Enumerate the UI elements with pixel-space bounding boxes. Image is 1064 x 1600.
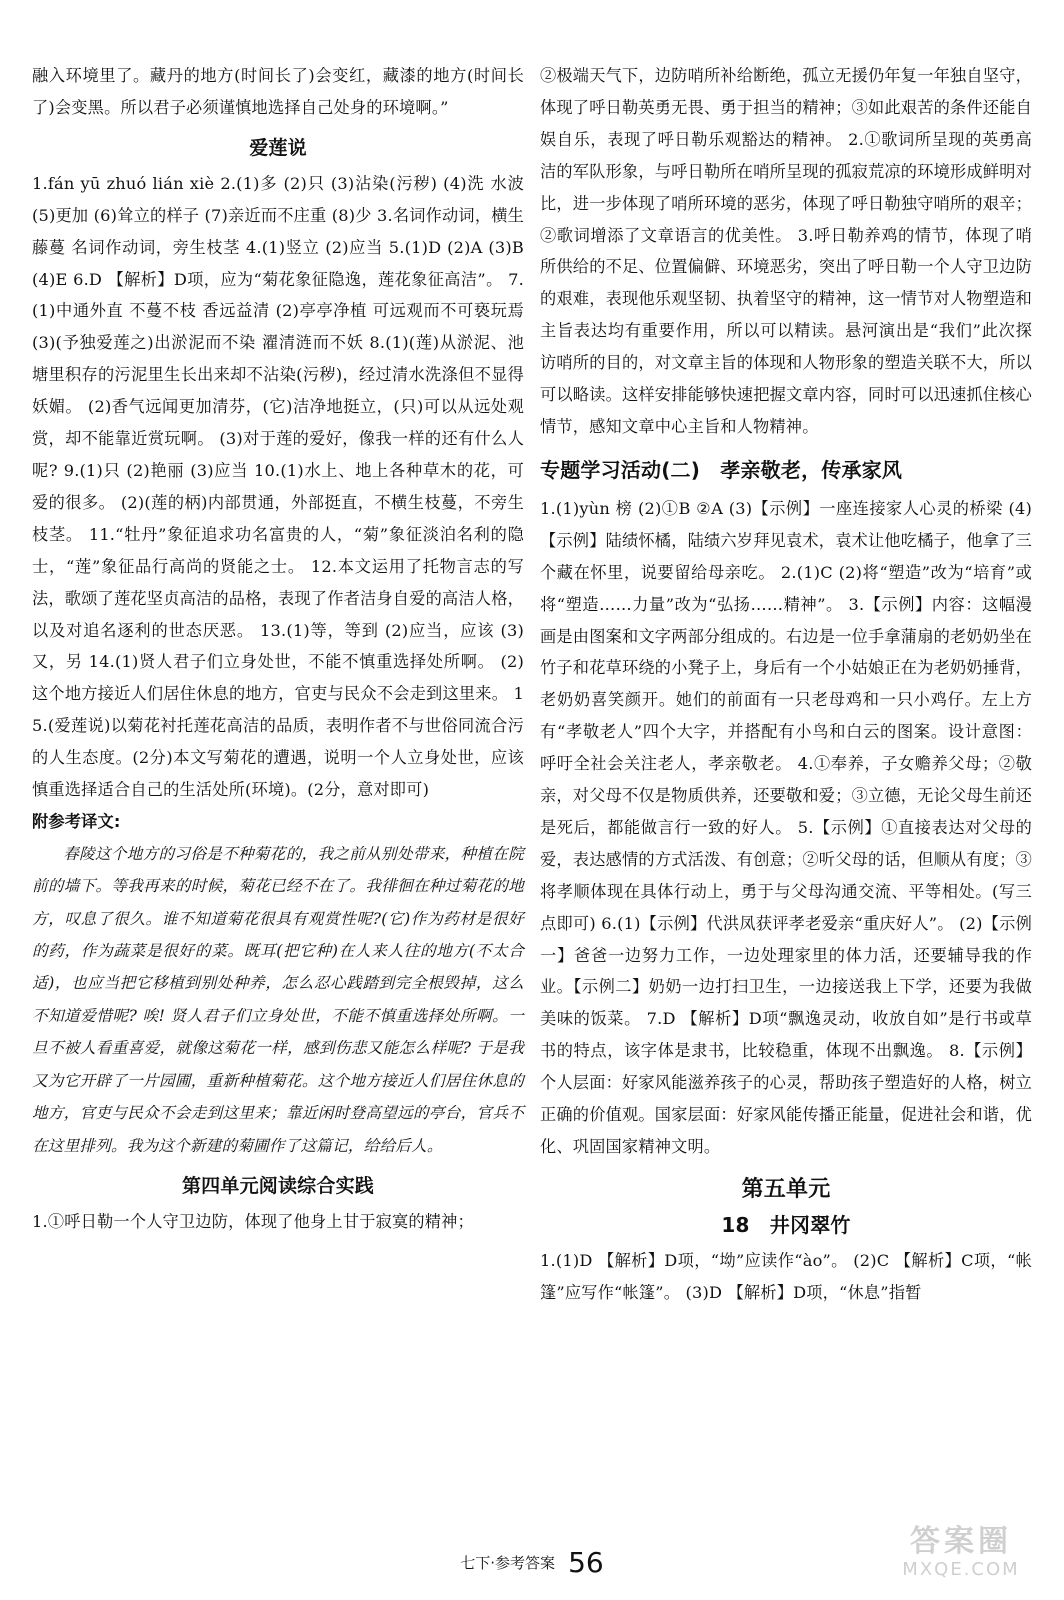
practice-answers-continue: ②极端天气下，边防哨所补给断绝，孤立无援仍年复一年独自坚守，体现了呼日勒英勇无畏、勇于担当的精神；③如此艰苦的条件还能自娱自乐，表现了呼日勒乐观豁达的精神。 2.①歌词所呈现的英勇高洁的军队形象，与呼日勒所在哨所呈现的孤寂荒凉的环境形成鲜明对比，进一步体现了哨所环境的恶劣，体现了呼日勒独守哨所的艰辛；②歌词增添了文章语言的优美性。 3.呼日勒养鸡的情节，体现了哨所供给的不足、位置偏僻、环境恶劣，突出了呼日勒一个人守卫边防的艰难，表现他乐观坚韧、执着坚守的精神，这一情节对人物塑造和主旨表达均有重要作用，所以可以精读。悬河演出是“我们”此次探访哨所的目的，对文章主旨的体现和人物形象的塑造关联不大，所以可以略读。这样安排能够快速把握文章内容，同时可以迅速抓住核心情节，感知文章中心主旨和人物精神。: [540, 66, 1032, 436]
lesson-title: 18 井冈翠竹: [721, 1212, 851, 1237]
watermark-top-text: 答案圈: [910, 1524, 1012, 1559]
section-title-ailian: 爱莲说: [249, 136, 307, 159]
essay-label: 附参考译文:: [32, 811, 121, 831]
unit-title: 第五单元: [741, 1176, 831, 1202]
left-column: [32, 60, 524, 1238]
watermark-bottom-text: MXQE.COM: [902, 1559, 1020, 1580]
practice-answers-start: 1.①呼日勒一个人守卫边防，体现了他身上甘于寂寞的精神；: [32, 1211, 474, 1231]
footer-label: 七下·参考答案: [460, 1554, 556, 1572]
lesson-answers: 1.(1)D 【解析】D项，“坳”应读作“ào”。 (2)C 【解析】C项，“帐篷”应写作“帐篷”。 (3)D 【解析】D项，“休息”指暂: [540, 1250, 1032, 1302]
watermark-logo: [876, 1524, 1046, 1586]
activity-answers: 1.(1)yùn 榜 (2)①B ②A (3)【示例】一座连接家人心灵的桥梁 (4)【示例】陆绩怀橘，陆绩六岁拜见袁术，袁术让他吃橘子，他拿了三个藏在怀里，说要留给母亲吃。 2.(1)C (2)将“塑造”改为“培育”或将“塑造……力量”改为“弘扬……精神”。 3.【示例】内容：这幅漫画是由图案和文字两部分组成的。右边是一位手拿蒲扇的老奶奶坐在竹子和花草环绕的小凳子上，身后有一个小姑娘正在为老奶奶捶背，老奶奶喜笑颜开。她们的前面有一只老母鸡和一只小鸡仔。左上方有“孝敬老人”四个大字，并搭配有小鸟和白云的图案。设计意图：呼吁全社会关注老人，孝亲敬老。 4.①奉养，子女赡养父母；②敬亲，对父母不仅是物质供养，还要敬和爱；③立德，无论父母生前还是死后，都能做言行一致的好人。 5.【示例】①直接表达对父母的爱，表达感情的方式活泼、有创意；②听父母的话，但顺从有度；③将孝顺体现在具体行动上，勇于与父母沟通交流、平等相处。(写三点即可) 6.(1)【示例】代洪凤获评孝老爱亲“重庆好人”。 (2)【示例一】爸爸一边努力工作，一边处理家里的体力活，还要辅导我的作业。【示例二】奶奶一边打扫卫生，一边接送我上下学，还要为我做美味的饭菜。 7.D 【解析】D项“飘逸灵动，收放自如”是行书或草书的特点，该字体是隶书，比较稳重，体现不出飘逸。 8.【示例】个人层面：好家风能滋养孩子的心灵，帮助孩子塑造好的人格，树立正确的价值观。国家层面：好家风能传播正能量，促进社会和谐，优化、巩固国家精神文明。: [540, 498, 1032, 1156]
section-title-practice: 第四单元阅读综合实践: [181, 1174, 374, 1197]
page-number: 56: [568, 1546, 604, 1579]
section-title-activity: 专题学习活动(二) 孝亲敬老，传承家风: [540, 457, 903, 482]
ailian-answers: 1.fán yū zhuó lián xiè 2.(1)多 (2)只 (3)沾染(污秽) (4)洗 水波 (5)更加 (6)耸立的样子 (7)亲近而不庄重 (8)少 3.名词作动词，横生藤蔓 名词作动词，旁生枝茎 4.(1)竖立 (2)应当 5.(1)D (2)A (3)B (4)E 6.D 【解析】D项，应为“菊花象征隐逸，莲花象征高洁”。 7.(1)中通外直 不蔓不枝 香远益清 (2)亭亭净植 可远观而不可亵玩焉 (3)(予独爱莲之)出淤泥而不染 濯清涟而不妖 8.(1)(莲)从淤泥、池塘里积存的污泥里生长出来却不沾染(污秽)，经过清水洗涤但不显得妖媚。 (2)香气远闻更加清芬，(它)洁净地挺立，(只)可以从远处观赏，却不能靠近赏玩啊。 (3)对于莲的爱好，像我一样的还有什么人呢? 9.(1)只 (2)艳丽 (3)应当 10.(1)水上、地上各种草木的花，可爱的很多。 (2)(莲的柄)内部贯通，外部挺直，不横生枝蔓，不旁生枝茎。 11.“牡丹”象征追求功名富贵的人，“菊”象征淡泊名利的隐士，“莲”象征品行高尚的贤能之士。 12.本文运用了托物言志的写法，歌颂了莲花坚贞高洁的品格，表现了作者洁身自爱的高洁人格，以及对追名逐利的世态厌恶。 13.(1)等，等到 (2)应当，应该 (3)又，另 14.(1)贤人君子们立身处世，不能不慎重选择处所啊。 (2)这个地方接近人们居住休息的地方，官吏与民众不会走到这里来。 15.(爱莲说)以菊花衬托莲花高洁的品质，表明作者不与世俗同流合污的人生态度。(2分)本文写菊花的遭遇，说明一个人立身处世，应该慎重选择适合自己的生活处所(环境)。(2分，意对即可): [32, 173, 524, 800]
right-column: [540, 60, 1032, 1309]
intro-paragraph: 融入环境里了。藏丹的地方(时间长了)会变红，藏漆的地方(时间长了)会变黑。所以君子必须谨慎地选择自己处身的环境啊。”: [32, 66, 524, 117]
essay-translation: 春陵这个地方的习俗是不种菊花的，我之前从别处带来，种植在院前的墙下。等我再来的时候，菊花已经不在了。我徘徊在种过菊花的地方，叹息了很久。谁不知道菊花很具有观赏性呢?(它)作为药材是很好的药，作为蔬菜是很好的菜。既耳(把它种)在人来人往的地方(不太合适)，也应当把它移植到别处种养，怎么忍心践踏到完全根毁掉，这么不知道爱惜呢? 唉! 贤人君子们立身处世，不能不慎重选择处所啊。一旦不被人看重喜爱，就像这菊花一样，感到伤悲又能怎么样呢? 于是我又为它开辟了一片园圃，重新种植菊花。这个地方接近人们居住休息的地方，官吏与民众不会走到这里来；靠近闲时登高望远的亭台，官兵不在这里排列。我为这个新建的菊圃作了这篇记，给给后人。: [32, 844, 524, 1155]
